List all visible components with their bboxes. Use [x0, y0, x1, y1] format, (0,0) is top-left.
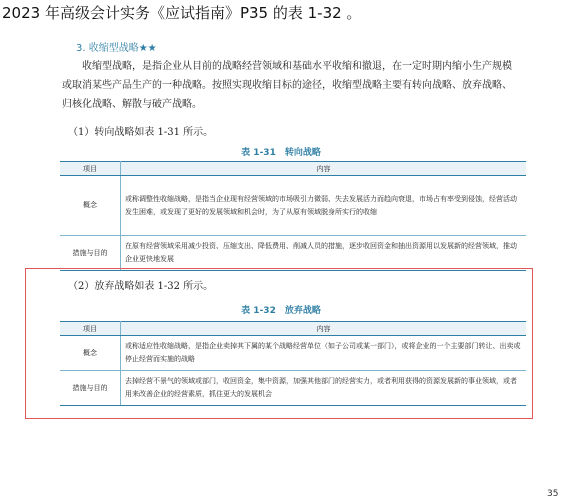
column-header-item: 项目	[60, 162, 121, 176]
table-row	[60, 176, 526, 236]
row-content: 或称适应性收缩战略，是指企业卖掉其下属的某个战略经营单位（如子公司或某一部门），或将企业的一个主要部门转让、出卖或停止经营而实施的战略	[121, 336, 527, 371]
page-number: 35	[547, 489, 559, 499]
column-header-content: 内容	[121, 322, 527, 336]
table-1-31	[60, 161, 526, 271]
row-item: 措施与目的	[60, 371, 121, 406]
row-item: 概念	[60, 336, 121, 371]
row-item: 措施与目的	[60, 236, 121, 271]
document-title: 2023 年高级会计实务《应试指南》P35 的表 1-32 。	[2, 4, 362, 22]
row-content: 或称调整性收缩战略，是指当企业现有经营领域的市场吸引力微弱、失去发展活力而趋向衰退，市场占有率受到侵蚀，经营活动发生困难，或发现了更好的发展领域和机会时，为了从原有领域脱身所实行的收缩	[121, 176, 527, 236]
table-header-row	[60, 162, 526, 176]
row-item: 概念	[60, 176, 121, 236]
column-header-content: 内容	[121, 162, 527, 176]
subhead-divestiture: （2）放弃战略如表 1-32 所示。	[68, 281, 214, 292]
highlight-annotation-box	[25, 268, 533, 419]
subhead-turnaround: （1）转向战略如表 1-31 所示。	[68, 127, 214, 138]
column-header-item: 项目	[60, 322, 121, 336]
table-row	[60, 236, 526, 271]
row-content: 去掉经营不景气的领域或部门，收回资金，集中资源，加强其他部门的经营实力，或者利用获得的资源发展新的事业领域，或者用来改善企业的经营素质，抓住更大的发展机会	[121, 371, 527, 406]
section-heading: 3. 收缩型战略★★	[76, 43, 157, 54]
intro-paragraph: 收缩型战略，是指企业从目前的战略经营领域和基础水平收缩和撤退，在一定时期内缩小生产规模或取消某些产品生产的一种战略。按照实现收缩目标的途径，收缩型战略主要有转向战略、放弃战略、归核化战略、解散与破产战略。	[62, 61, 512, 110]
row-content: 在原有经营领域采用减少投资、压缩支出、降低费用、削减人员的措施，逐步收回资金和抽出资源用以发展新的经营领域，推动企业更快地发展	[121, 236, 527, 271]
table-1-31-caption: 表 1-31 转向战略	[241, 148, 321, 158]
table-1-32-caption: 表 1-32 放弃战略	[241, 306, 321, 316]
